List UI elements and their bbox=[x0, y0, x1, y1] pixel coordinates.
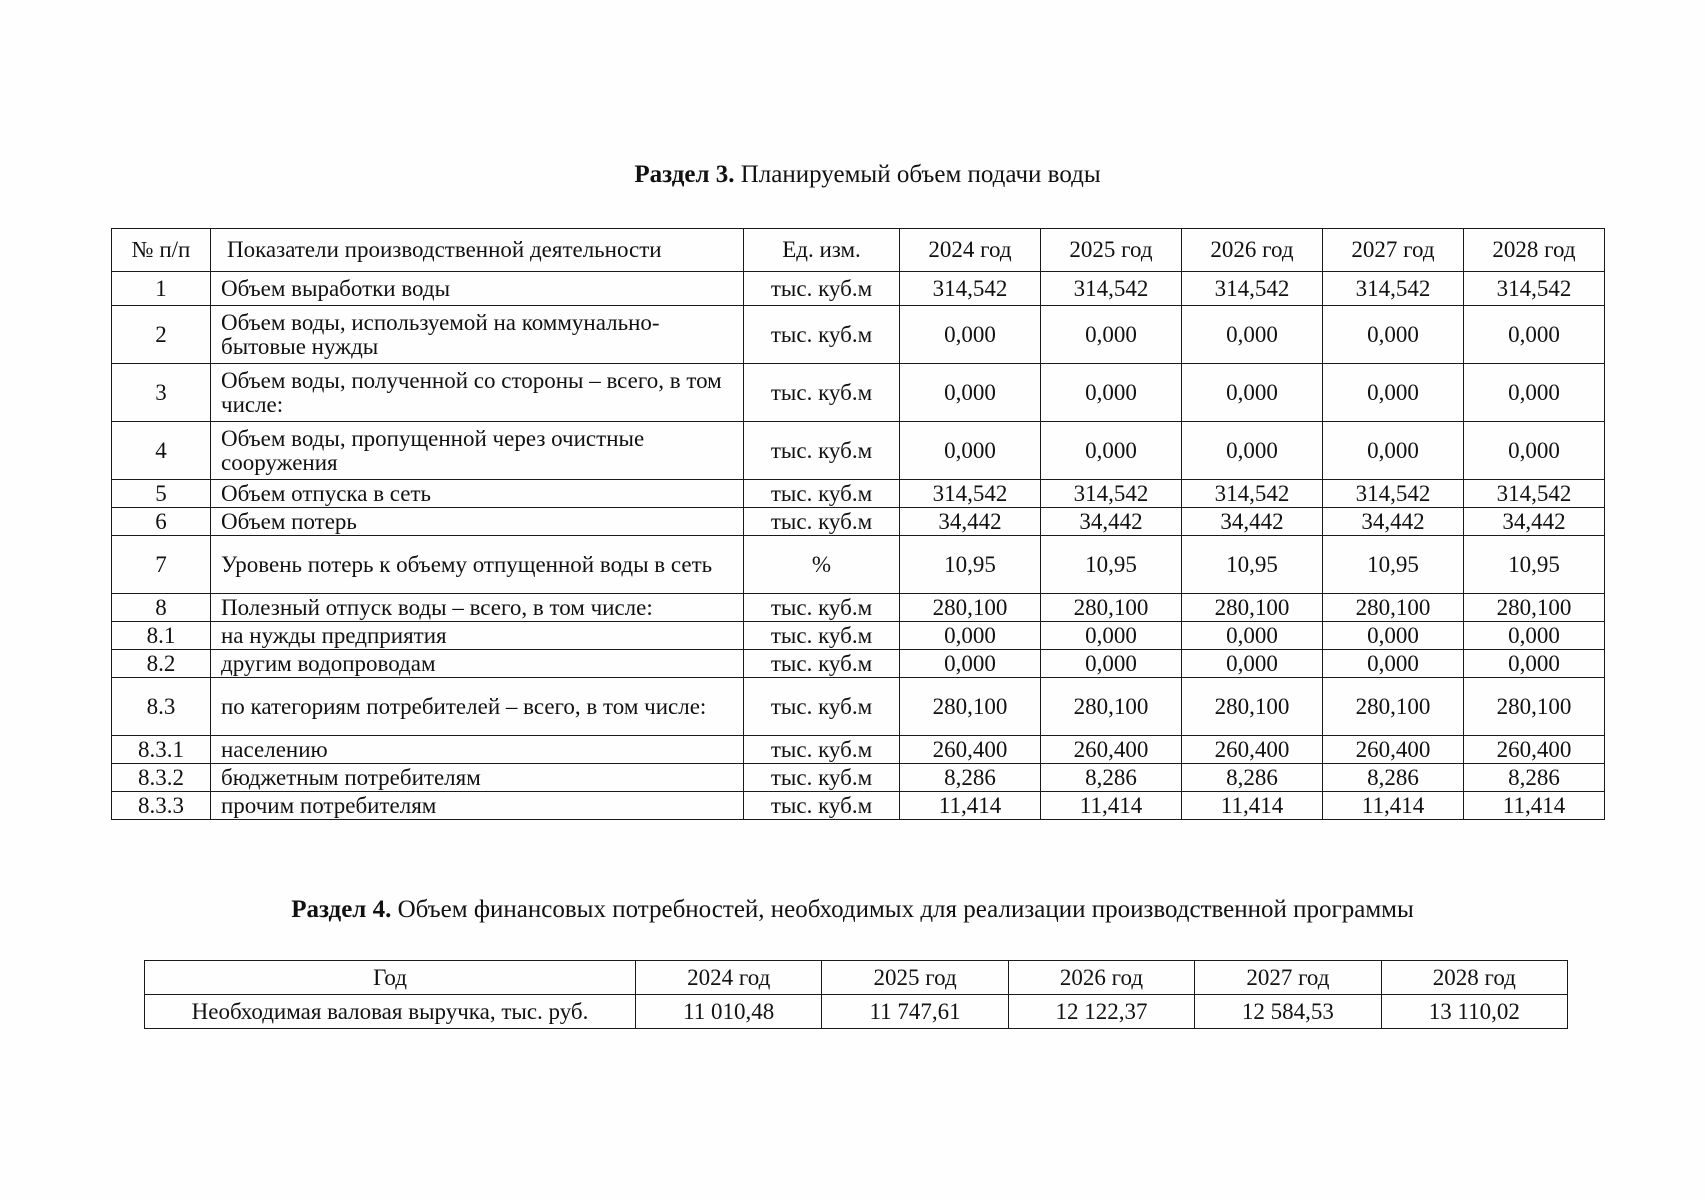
unit-cell: тыс. куб.м bbox=[744, 764, 900, 792]
value-cell: 280,100 bbox=[1182, 678, 1323, 736]
value-cell: 12 584,53 bbox=[1195, 995, 1381, 1029]
header-year: 2026 год bbox=[1008, 961, 1194, 995]
value-cell: 34,442 bbox=[900, 508, 1041, 536]
value-cell: 314,542 bbox=[1041, 480, 1182, 508]
value-cell: 0,000 bbox=[1323, 422, 1464, 480]
section-3-prefix: Раздел 3. bbox=[634, 161, 735, 188]
value-cell: 0,000 bbox=[900, 650, 1041, 678]
header-indicator: Показатели производственной деятельности bbox=[211, 229, 744, 272]
value-cell: 314,542 bbox=[900, 480, 1041, 508]
header-year: 2025 год bbox=[822, 961, 1008, 995]
row-number: 3 bbox=[112, 364, 211, 422]
indicator-name: другим водопроводам bbox=[211, 650, 744, 678]
unit-cell: тыс. куб.м bbox=[744, 792, 900, 820]
value-cell: 0,000 bbox=[1182, 650, 1323, 678]
row-number: 8 bbox=[112, 594, 211, 622]
value-cell: 280,100 bbox=[900, 678, 1041, 736]
value-cell: 34,442 bbox=[1323, 508, 1464, 536]
value-cell: 280,100 bbox=[900, 594, 1041, 622]
value-cell: 314,542 bbox=[1464, 480, 1605, 508]
row-number: 7 bbox=[112, 536, 211, 594]
row-number: 8.3 bbox=[112, 678, 211, 736]
table-row bbox=[112, 480, 1605, 508]
value-cell: 0,000 bbox=[1041, 422, 1182, 480]
value-cell: 0,000 bbox=[1041, 364, 1182, 422]
value-cell: 0,000 bbox=[1323, 364, 1464, 422]
section-4-title: Объем финансовых потребностей, необходимых для реализации производственной программы bbox=[397, 896, 1414, 923]
value-cell: 11 010,48 bbox=[636, 995, 822, 1029]
row-label: Необходимая валовая выручка, тыс. руб. bbox=[145, 995, 636, 1029]
value-cell: 280,100 bbox=[1323, 594, 1464, 622]
value-cell: 10,95 bbox=[1041, 536, 1182, 594]
table-header-row bbox=[112, 229, 1605, 272]
row-number: 2 bbox=[112, 306, 211, 364]
value-cell: 11,414 bbox=[1041, 792, 1182, 820]
row-number: 8.1 bbox=[112, 622, 211, 650]
indicator-name: Объем отпуска в сеть bbox=[211, 480, 744, 508]
header-year: 2028 год bbox=[1464, 229, 1605, 272]
value-cell: 0,000 bbox=[900, 364, 1041, 422]
value-cell: 314,542 bbox=[900, 272, 1041, 306]
section-4-prefix: Раздел 4. bbox=[291, 896, 392, 923]
value-cell: 0,000 bbox=[1041, 622, 1182, 650]
value-cell: 314,542 bbox=[1464, 272, 1605, 306]
value-cell: 0,000 bbox=[1182, 364, 1323, 422]
value-cell: 0,000 bbox=[1323, 306, 1464, 364]
value-cell: 0,000 bbox=[1464, 622, 1605, 650]
unit-cell: тыс. куб.м bbox=[744, 622, 900, 650]
indicator-name: населению bbox=[211, 736, 744, 764]
table-row bbox=[112, 764, 1605, 792]
value-cell: 280,100 bbox=[1323, 678, 1464, 736]
header-year: 2027 год bbox=[1323, 229, 1464, 272]
value-cell: 280,100 bbox=[1041, 678, 1182, 736]
value-cell: 260,400 bbox=[1041, 736, 1182, 764]
header-year: 2026 год bbox=[1182, 229, 1323, 272]
value-cell: 280,100 bbox=[1182, 594, 1323, 622]
table-row bbox=[112, 306, 1605, 364]
header-year: 2024 год bbox=[900, 229, 1041, 272]
indicator-name: по категориям потребителей – всего, в том числе: bbox=[211, 678, 744, 736]
row-number: 5 bbox=[112, 480, 211, 508]
indicator-name: прочим потребителям bbox=[211, 792, 744, 820]
row-number: 1 bbox=[112, 272, 211, 306]
value-cell: 0,000 bbox=[1182, 422, 1323, 480]
unit-cell: тыс. куб.м bbox=[744, 678, 900, 736]
table-row bbox=[112, 508, 1605, 536]
value-cell: 0,000 bbox=[900, 306, 1041, 364]
value-cell: 13 110,02 bbox=[1381, 995, 1567, 1029]
value-cell: 11,414 bbox=[900, 792, 1041, 820]
value-cell: 34,442 bbox=[1464, 508, 1605, 536]
value-cell: 314,542 bbox=[1041, 272, 1182, 306]
value-cell: 314,542 bbox=[1323, 272, 1464, 306]
value-cell: 10,95 bbox=[1182, 536, 1323, 594]
value-cell: 10,95 bbox=[900, 536, 1041, 594]
table-row bbox=[112, 650, 1605, 678]
value-cell: 314,542 bbox=[1182, 480, 1323, 508]
value-cell: 280,100 bbox=[1464, 594, 1605, 622]
table-row bbox=[112, 536, 1605, 594]
row-number: 8.3.3 bbox=[112, 792, 211, 820]
value-cell: 34,442 bbox=[1182, 508, 1323, 536]
indicator-name: бюджетным потребителям bbox=[211, 764, 744, 792]
header-year: 2027 год bbox=[1195, 961, 1381, 995]
table-row bbox=[112, 364, 1605, 422]
value-cell: 10,95 bbox=[1464, 536, 1605, 594]
header-year: 2024 год bbox=[636, 961, 822, 995]
value-cell: 34,442 bbox=[1041, 508, 1182, 536]
value-cell: 314,542 bbox=[1323, 480, 1464, 508]
value-cell: 11 747,61 bbox=[822, 995, 1008, 1029]
indicator-name: Уровень потерь к объему отпущенной воды в сеть bbox=[211, 536, 744, 594]
table-row bbox=[112, 736, 1605, 764]
table-row bbox=[112, 272, 1605, 306]
table-row bbox=[112, 422, 1605, 480]
unit-cell: тыс. куб.м bbox=[744, 594, 900, 622]
indicator-name: Объем потерь bbox=[211, 508, 744, 536]
value-cell: 0,000 bbox=[900, 422, 1041, 480]
header-unit: Ед. изм. bbox=[744, 229, 900, 272]
indicator-name: Объем воды, пропущенной через очистные сооружения bbox=[211, 422, 744, 480]
section-3-title: Планируемый объем подачи воды bbox=[740, 161, 1101, 188]
header-year: 2028 год bbox=[1381, 961, 1567, 995]
value-cell: 260,400 bbox=[1323, 736, 1464, 764]
value-cell: 12 122,37 bbox=[1008, 995, 1194, 1029]
value-cell: 0,000 bbox=[1182, 306, 1323, 364]
header-year: 2025 год bbox=[1041, 229, 1182, 272]
table-row bbox=[112, 594, 1605, 622]
value-cell: 0,000 bbox=[900, 622, 1041, 650]
unit-cell: тыс. куб.м bbox=[744, 422, 900, 480]
row-number: 8.2 bbox=[112, 650, 211, 678]
value-cell: 260,400 bbox=[900, 736, 1041, 764]
section-3-heading bbox=[0, 160, 1705, 190]
value-cell: 8,286 bbox=[1323, 764, 1464, 792]
value-cell: 8,286 bbox=[900, 764, 1041, 792]
value-cell: 0,000 bbox=[1464, 306, 1605, 364]
value-cell: 11,414 bbox=[1182, 792, 1323, 820]
value-cell: 8,286 bbox=[1182, 764, 1323, 792]
row-number: 6 bbox=[112, 508, 211, 536]
value-cell: 0,000 bbox=[1041, 306, 1182, 364]
table-header-row bbox=[145, 961, 1568, 995]
value-cell: 0,000 bbox=[1323, 650, 1464, 678]
value-cell: 8,286 bbox=[1464, 764, 1605, 792]
value-cell: 0,000 bbox=[1464, 364, 1605, 422]
value-cell: 280,100 bbox=[1464, 678, 1605, 736]
value-cell: 0,000 bbox=[1464, 422, 1605, 480]
section-4-heading bbox=[0, 895, 1705, 925]
value-cell: 0,000 bbox=[1464, 650, 1605, 678]
table-row bbox=[145, 995, 1568, 1029]
financial-needs-table bbox=[144, 960, 1568, 1029]
value-cell: 10,95 bbox=[1323, 536, 1464, 594]
table-row bbox=[112, 622, 1605, 650]
value-cell: 0,000 bbox=[1323, 622, 1464, 650]
value-cell: 280,100 bbox=[1041, 594, 1182, 622]
table-row bbox=[112, 792, 1605, 820]
value-cell: 314,542 bbox=[1182, 272, 1323, 306]
indicator-name: Объем воды, используемой на коммунально-бытовые нужды bbox=[211, 306, 744, 364]
unit-cell: тыс. куб.м bbox=[744, 272, 900, 306]
value-cell: 0,000 bbox=[1041, 650, 1182, 678]
unit-cell: тыс. куб.м bbox=[744, 306, 900, 364]
value-cell: 8,286 bbox=[1041, 764, 1182, 792]
header-num: № п/п bbox=[112, 229, 211, 272]
unit-cell: тыс. куб.м bbox=[744, 508, 900, 536]
indicator-name: Объем выработки воды bbox=[211, 272, 744, 306]
row-number: 8.3.2 bbox=[112, 764, 211, 792]
table-row bbox=[112, 678, 1605, 736]
header-year-label: Год bbox=[145, 961, 636, 995]
water-supply-table bbox=[111, 228, 1605, 820]
value-cell: 260,400 bbox=[1464, 736, 1605, 764]
indicator-name: Объем воды, полученной со стороны – всего, в том числе: bbox=[211, 364, 744, 422]
row-number: 8.3.1 bbox=[112, 736, 211, 764]
unit-cell: тыс. куб.м bbox=[744, 480, 900, 508]
indicator-name: на нужды предприятия bbox=[211, 622, 744, 650]
value-cell: 11,414 bbox=[1323, 792, 1464, 820]
row-number: 4 bbox=[112, 422, 211, 480]
unit-cell: тыс. куб.м bbox=[744, 736, 900, 764]
value-cell: 0,000 bbox=[1182, 622, 1323, 650]
unit-cell: тыс. куб.м bbox=[744, 650, 900, 678]
indicator-name: Полезный отпуск воды – всего, в том числе: bbox=[211, 594, 744, 622]
value-cell: 260,400 bbox=[1182, 736, 1323, 764]
value-cell: 11,414 bbox=[1464, 792, 1605, 820]
unit-cell: % bbox=[744, 536, 900, 594]
unit-cell: тыс. куб.м bbox=[744, 364, 900, 422]
